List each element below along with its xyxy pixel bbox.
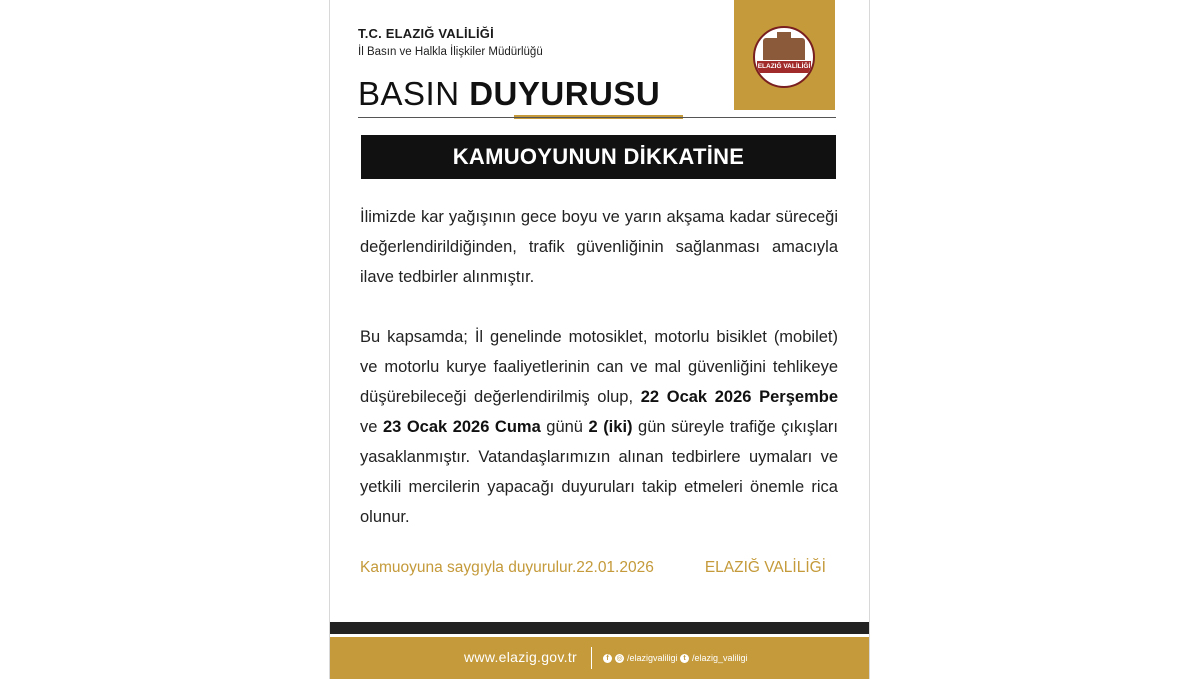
building-icon: [763, 38, 805, 60]
website-link[interactable]: www.elazig.gov.tr: [464, 649, 577, 665]
facebook-icon: f: [603, 654, 612, 663]
department-name: İl Basın ve Halkla İlişkiler Müdürlüğü: [358, 46, 543, 58]
details-text-3: günü: [540, 418, 589, 436]
closing-text: Kamuoyuna saygıyla duyurulur.22.01.2026: [360, 559, 654, 576]
footer-separator: [591, 647, 592, 669]
details-text-4: gün süreyle trafiğe çıkışları yasaklanmıştır. Vatandaşlarımızın alınan tedbirlere uymaları ve yetkili mercilerin yapacağı duyuruları takip etmeleri önemle rica olunur.: [360, 418, 838, 526]
closing-line: [360, 553, 838, 583]
social1-handle: /elazigvaliligi: [627, 653, 678, 663]
paragraph-intro: İlimizde kar yağışının gece boyu ve yarın akşama kadar süreceği değerlendirildiğinden, trafik güvenliğinin sağlanması amacıyla ilave tedbirler alınmıştır.: [360, 208, 838, 286]
governorship-logo: [753, 26, 815, 88]
title-regular: BASIN: [358, 75, 460, 112]
social-twitter[interactable]: [680, 653, 748, 663]
attention-banner: KAMUOYUNUN DİKKATİNE: [361, 135, 836, 179]
governorship-title: T.C. ELAZIĞ VALİLİĞİ: [358, 26, 494, 41]
duration-days: 2 (iki): [588, 418, 633, 436]
signature: ELAZIĞ VALİLİĞİ: [704, 559, 826, 576]
title-bold: DUYURUSU: [469, 75, 661, 112]
logo-ribbon: ELAZIĞ VALİLİĞİ: [757, 61, 811, 73]
instagram-icon: ◎: [616, 654, 623, 662]
paragraph-details: [360, 322, 838, 532]
date-friday: 23 Ocak 2026 Cuma: [382, 418, 541, 436]
footer-dark-bar: [330, 622, 869, 634]
press-release-document: [329, 0, 870, 679]
details-text-2: ve: [360, 418, 383, 436]
twitter-icon: t: [680, 654, 689, 663]
logo-panel: [734, 0, 835, 110]
date-thursday: 22 Ocak 2026 Perşembe: [640, 388, 838, 406]
document-title: [358, 74, 660, 114]
social-facebook-instagram[interactable]: [603, 653, 678, 663]
header-divider: [358, 117, 836, 118]
footer-gold-bar: [330, 637, 869, 679]
details-text-1: Bu kapsamda; İl genelinde motosiklet, motorlu bisiklet (mobilet) ve motorlu kurye faaliyetlerinin can ve mal güvenliğini tehlikeye düşürebileceği değerlendirilmiş olup,: [360, 328, 838, 406]
social2-handle: /elazig_valiligi: [692, 653, 748, 663]
